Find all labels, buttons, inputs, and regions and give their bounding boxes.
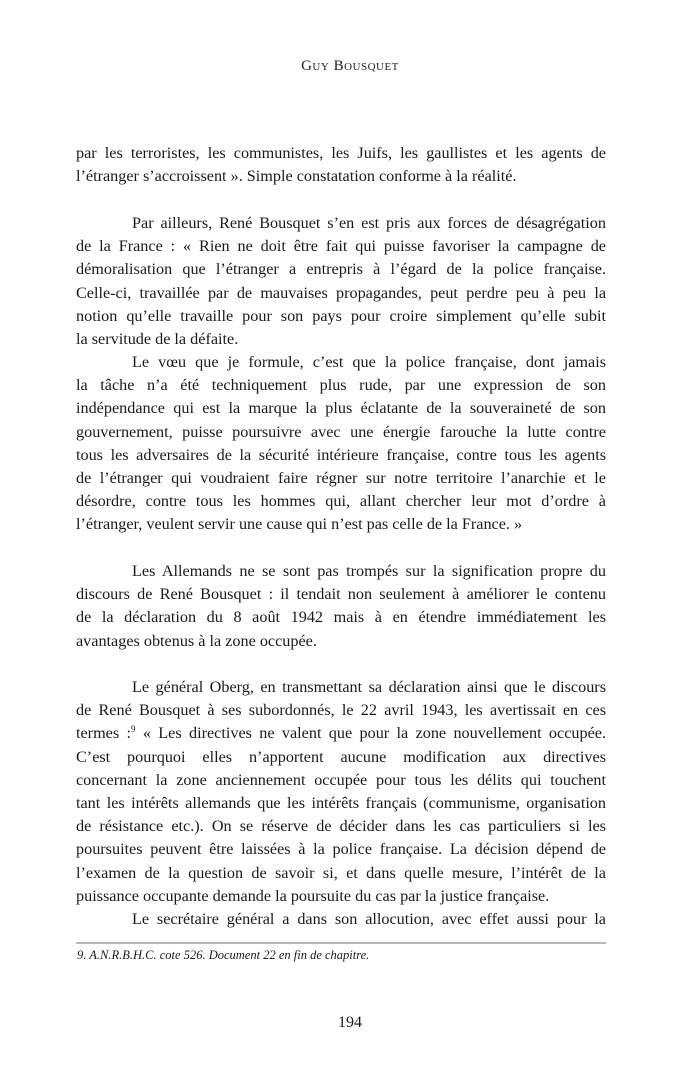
text-line: Le général Oberg, en transmettant sa déclaration ainsi que le discours xyxy=(132,678,606,696)
paragraph-1 xyxy=(76,142,606,188)
text-line: Par ailleurs, René Bousquet s’en est pris aux forces de désagrégation xyxy=(132,214,606,232)
text-line: tous les adversaires de la sécurité intérieure française, contre tous les agents xyxy=(76,445,606,464)
text-line: Les Allemands ne se sont pas trompés sur la signification propre du xyxy=(132,562,606,580)
text-line: démoralisation que l’étranger a entrepris à l’égard de la police française. xyxy=(76,260,606,279)
text-line: désordre, contre tous les hommes qui, allant chercher leur mot d’ordre à xyxy=(76,492,606,511)
text-line: Le secrétaire général a dans son allocution, avec effet aussi pour la xyxy=(132,910,606,928)
page-number: 194 xyxy=(338,1014,362,1031)
text-line: de l’étranger qui voudraient faire régner sur notre territoire l’anarchie et le xyxy=(76,468,606,487)
text-line xyxy=(76,722,606,745)
text-line: de la déclaration du 8 août 1942 mais à en étendre immédiatement les xyxy=(76,608,606,627)
footnote-ref-9[interactable]: 9 xyxy=(131,724,136,735)
text-line: la servitude de la défaite. xyxy=(76,329,239,348)
text-line: la tâche n’a été techniquement plus rude, par une expression de son xyxy=(76,376,606,395)
text-line: de la France : « Rien ne doit être fait qui puisse favoriser la campagne de xyxy=(76,237,606,256)
text-line: Le vœu que je formule, c’est que la police française, dont jamais xyxy=(132,353,606,371)
text-line: poursuites peuvent être laissées à la police française. La décision dépend de xyxy=(76,840,606,859)
text-line: discours de René Bousquet : il tendait non seulement à améliorer le contenu xyxy=(76,585,606,604)
text-line: l’étranger s’accroissent ». Simple constatation conforme à la réalité. xyxy=(76,167,517,186)
text-fragment: « Les directives ne valent que pour la zone nouvellement occupée. xyxy=(135,724,606,743)
footnote-divider xyxy=(76,942,606,944)
text-line: de René Bousquet à ses subordonnés, le 22 avril 1943, les avertissait en ces xyxy=(76,701,606,720)
paragraph-6 xyxy=(76,908,606,931)
running-head: Guy Bousquet xyxy=(301,58,399,74)
footnote-9: 9. A.N.R.B.H.C. cote 526. Document 22 en fin de chapitre. xyxy=(77,948,370,962)
paragraph-3 xyxy=(76,351,606,537)
text-line: l’étranger, veulent servir une cause qui n’est pas celle de la France. » xyxy=(76,515,523,534)
text-line: concernant la zone anciennement occupée pour tous les délits qui touchent xyxy=(76,770,606,789)
paragraph-2 xyxy=(76,212,606,351)
text-line: avantages obtenus à la zone occupée. xyxy=(76,631,317,650)
text-line: indépendance qui est la marque la plus éclatante de la souveraineté de son xyxy=(76,399,606,418)
text-line: l’examen de la question de savoir si, et dans quelle mesure, l’intérêt de la xyxy=(76,863,606,882)
text-fragment: termes : xyxy=(76,724,131,743)
paragraph-5 xyxy=(76,676,606,908)
text-line: notion qu’elle travaille pour son pays pour croire simplement qu’elle subit xyxy=(76,306,606,325)
text-line: de résistance etc.). On se réserve de décider dans les cas particuliers si les xyxy=(76,817,606,836)
text-line: puissance occupante demande la poursuite du cas par la justice française. xyxy=(76,886,550,905)
text-line: gouvernement, puisse poursuivre avec une énergie farouche la lutte contre xyxy=(76,422,606,441)
text-line: tant les intérêts allemands que les intérêts français (communisme, organisation xyxy=(76,793,606,812)
text-line: Celle-ci, travaillée par de mauvaises propagandes, peut perdre peu à peu la xyxy=(76,283,606,302)
paragraph-4 xyxy=(76,560,606,653)
text-line: C’est pourquoi elles n’apportent aucune modification aux directives xyxy=(76,747,606,766)
text-line: par les terroristes, les communistes, les Juifs, les gaullistes et les agents de xyxy=(76,144,606,162)
